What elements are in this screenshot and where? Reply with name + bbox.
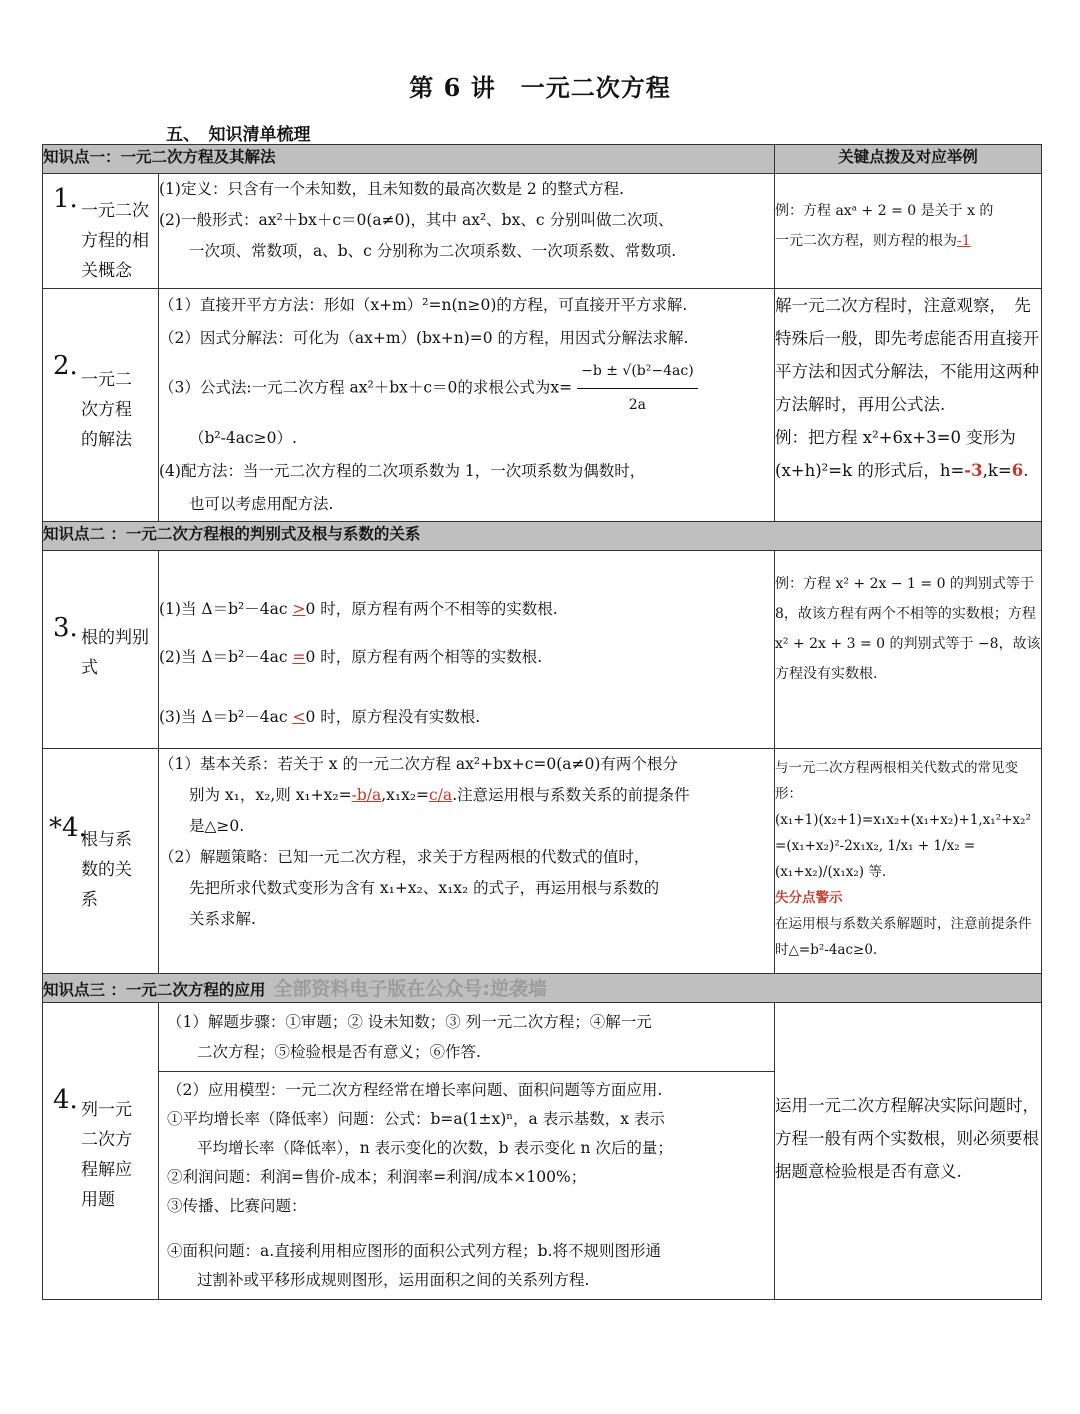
row-number: 2. — [53, 351, 78, 381]
warning-title: 失分点警示 — [775, 890, 843, 906]
example-text-2 — [775, 226, 1041, 256]
answer-k: 6 — [1011, 461, 1024, 480]
case-text: (1)当 Δ＝b²－4ac — [159, 600, 288, 618]
example-end: . — [1023, 461, 1029, 480]
sum-answer: -b/a — [351, 786, 382, 804]
kp2-header-row — [43, 522, 1042, 551]
row-label-text: 根与系数的关系 — [81, 830, 132, 910]
row-discriminant-example — [775, 551, 1048, 749]
example-answer: -1 — [957, 233, 971, 249]
basic-relation: （1）基本关系：若关于 x 的一元二次方程 ax²+bx+c=0(a≠0)有两个根分 — [159, 755, 678, 773]
discriminant-condition: （b²-4ac≥0）. — [189, 429, 297, 447]
kp3-header-row — [43, 974, 1042, 1003]
row-solutions-content — [159, 289, 775, 522]
model-area: ④面积问题：a.直接利用相应图形的面积公式列方程；b.将不规则图形通 — [167, 1242, 662, 1260]
row-concepts — [43, 174, 1042, 289]
knowledge-table — [42, 144, 1048, 1300]
row-label-text: 一元二次方程的解法 — [81, 370, 132, 450]
row-number: 3. — [53, 613, 78, 643]
case-result: 0 时，原方程没有实数根. — [305, 708, 481, 726]
row-discriminant-label — [43, 551, 159, 749]
tip-formula-2: =(x₁+x₂)²-2x₁x₂, 1/x₁ + 1/x₂ = (x₁+x₂)/(x₁x₂) 等. — [775, 838, 976, 880]
case-sign: = — [292, 648, 306, 666]
example-question: (x+h)²=k 的形式后，h= — [775, 461, 965, 480]
case-result: 0 时，原方程有两个不相等的实数根. — [305, 600, 558, 618]
row-vieta-content — [159, 749, 775, 974]
watermark-text: 全部资料电子版在公众号:逆袭墙 — [273, 978, 548, 1000]
case-zero — [159, 633, 774, 681]
row-concepts-label — [43, 174, 159, 289]
row-number: 1. — [53, 184, 78, 214]
model-profit: ②利润问题：利润=售价-成本；利润率=利润/成本×100%； — [167, 1168, 587, 1186]
row-solutions — [43, 289, 1042, 522]
strategy: （2）解题策略：已知一元二次方程，求关于方程两根的代数式的值时， — [159, 848, 650, 866]
formula-prefix: （3）公式法:一元二次方程 ax²＋bx＋c＝0的求根公式为x= — [159, 378, 573, 397]
solving-steps — [159, 1003, 774, 1072]
method-formula — [159, 355, 774, 422]
kp3-header — [43, 974, 1042, 1003]
warning-text: 在运用根与系数关系解题时，注意前提条件时△=b²-4ac≥0. — [775, 916, 1032, 958]
answer-h: -3 — [964, 461, 983, 480]
method-complete-square-2: 也可以考虑用配方法. — [189, 495, 334, 513]
case-negative — [159, 693, 774, 741]
row-label-text: 一元二次方程的相关概念 — [81, 201, 149, 281]
page-title: 第 6 讲 一元二次方程 — [409, 73, 671, 102]
example-text-2 — [775, 454, 1041, 487]
example-sep: ,k= — [982, 461, 1012, 480]
steps-line-2: 二次方程；⑤检验根是否有意义；⑥作答. — [197, 1043, 481, 1061]
row-number: 4. — [53, 1085, 78, 1115]
tip-text: 运用一元二次方程解决实际问题时，方程一般有两个实数根，则必须要根据题意检验根是否有意义. — [775, 1096, 1040, 1181]
row-solutions-tip — [775, 289, 1042, 522]
case-result: 0 时，原方程有两个相等的实数根. — [305, 648, 543, 666]
row-vieta — [43, 749, 1042, 974]
strategy-3: 关系求解. — [189, 910, 256, 928]
tip-formula-1: (x₁+1)(x₂+1)=x₁x₂+(x₁+x₂)+1,x₁²+x₂² — [775, 812, 1031, 828]
kp1-header: 知识点一：一元二次方程及其解法 — [43, 145, 775, 174]
case-sign: > — [292, 600, 306, 618]
model-area-2: 过割补或平移形成规则图形，运用面积之间的关系列方程. — [197, 1271, 590, 1289]
row-application-label — [43, 1003, 159, 1300]
models-intro: （2）应用模型：一元二次方程经常在增长率问题、面积问题等方面应用. — [167, 1081, 663, 1099]
section-heading: 五、 知识清单梳理 — [166, 125, 311, 145]
example-text: 例：方程 axᵃ + 2 = 0 是关于 x 的 — [775, 203, 994, 219]
steps-line: （1）解题步骤：①审题；② 设未知数；③ 列一元二次方程；④解一元 — [167, 1013, 652, 1031]
example-text: 例：把方程 x²+6x+3=0 变形为 — [775, 428, 1016, 447]
general-form-line-2: 一次项、常数项，a、b、c 分别称为二次项系数、一次项系数、常数项. — [189, 242, 677, 260]
row-label-text: 根的判别式 — [81, 628, 149, 678]
row-application-content — [159, 1003, 775, 1300]
condition-text: .注意运用根与系数关系的前提条件 — [452, 786, 690, 804]
example-question: 一元二次方程，则方程的根为 — [775, 233, 958, 249]
case-text: (3)当 Δ＝b²－4ac — [159, 708, 288, 726]
case-positive — [159, 585, 774, 633]
row-application — [43, 1003, 1042, 1300]
row-concepts-content — [159, 174, 775, 289]
basic-relation-2 — [159, 780, 774, 811]
sum-text: 别为 x₁，x₂,则 x₁+x₂= — [189, 786, 352, 804]
kp1-header-row — [43, 145, 1042, 174]
case-sign: < — [292, 708, 306, 726]
row-discriminant-content — [159, 551, 775, 749]
row-solutions-label — [43, 289, 159, 522]
product-text: ,x₁x₂= — [381, 786, 430, 804]
row-concepts-example — [775, 174, 1042, 289]
application-models — [159, 1072, 774, 1299]
formula-numerator: −b ± √(b²−4ac) — [577, 355, 698, 389]
quadratic-formula — [577, 355, 698, 422]
definition-line: (1)定义：只含有一个未知数，且未知数的最高次数是 2 的整式方程. — [159, 180, 625, 198]
method-factor: （2）因式分解法：可化为（ax+m）(bx+n)=0 的方程，用因式分解法求解. — [159, 329, 689, 347]
method-complete-square: (4)配方法：当一元二次方程的二次项系数为 1，一次项系数为偶数时， — [159, 462, 646, 480]
basic-relation-3: 是△≥0. — [189, 817, 245, 835]
product-answer: c/a — [429, 786, 453, 804]
model-growth: ①平均增长率（降低率）问题：公式：b=a(1±x)ⁿ，a 表示基数，x 表示 — [167, 1110, 665, 1128]
row-vieta-label — [43, 749, 159, 974]
kp2-header: 知识点二 ：一元二次方程根的判别式及根与系数的关系 — [43, 522, 1042, 551]
case-text: (2)当 Δ＝b²－4ac — [159, 648, 288, 666]
tip-text: 与一元二次方程两根相关代数式的常见变形： — [775, 760, 1019, 802]
method-sqrt: （1）直接开平方方法：形如（x+m）²=n(n≥0)的方程，可直接开平方求解. — [159, 296, 688, 314]
tip-text: 解一元二次方程时，注意观察， 先特殊后一般，即先考虑能否用直接开平方法和因式分解法，不能用这两种方法解时，再用公式法. — [775, 296, 1040, 414]
model-growth-2: 平均增长率（降低率），n 表示变化的次数，b 表示变化 n 次后的量； — [197, 1139, 673, 1157]
row-application-tip — [775, 1003, 1042, 1300]
row-vieta-tip — [775, 749, 1042, 974]
tips-header: 关键点拨及对应举例 — [775, 145, 1042, 174]
row-number: *4. — [49, 813, 87, 843]
formula-denominator: 2a — [628, 397, 647, 413]
general-form-line: (2)一般形式：ax²＋bx＋c＝0(a≠0)，其中 ax²、bx、c 分别叫做二次项、 — [159, 211, 674, 229]
row-discriminant — [43, 551, 1042, 749]
kp3-header-text: 知识点三 ：一元二次方程的应用 — [43, 981, 266, 999]
model-spread: ③传播、比赛问题： — [167, 1197, 307, 1215]
row-label-text: 列一元二次方程解应用题 — [81, 1100, 132, 1210]
strategy-2: 先把所求代数式变形为含有 x₁+x₂、x₁x₂ 的式子，再运用根与系数的 — [189, 879, 660, 897]
example-text: 例：方程 x² + 2x − 1 = 0 的判别式等于 8，故该方程有两个不相等的实数根；方程 x² + 2x + 3 = 0 的判别式等于 −8，故该方程没有实数根. — [775, 576, 1048, 682]
